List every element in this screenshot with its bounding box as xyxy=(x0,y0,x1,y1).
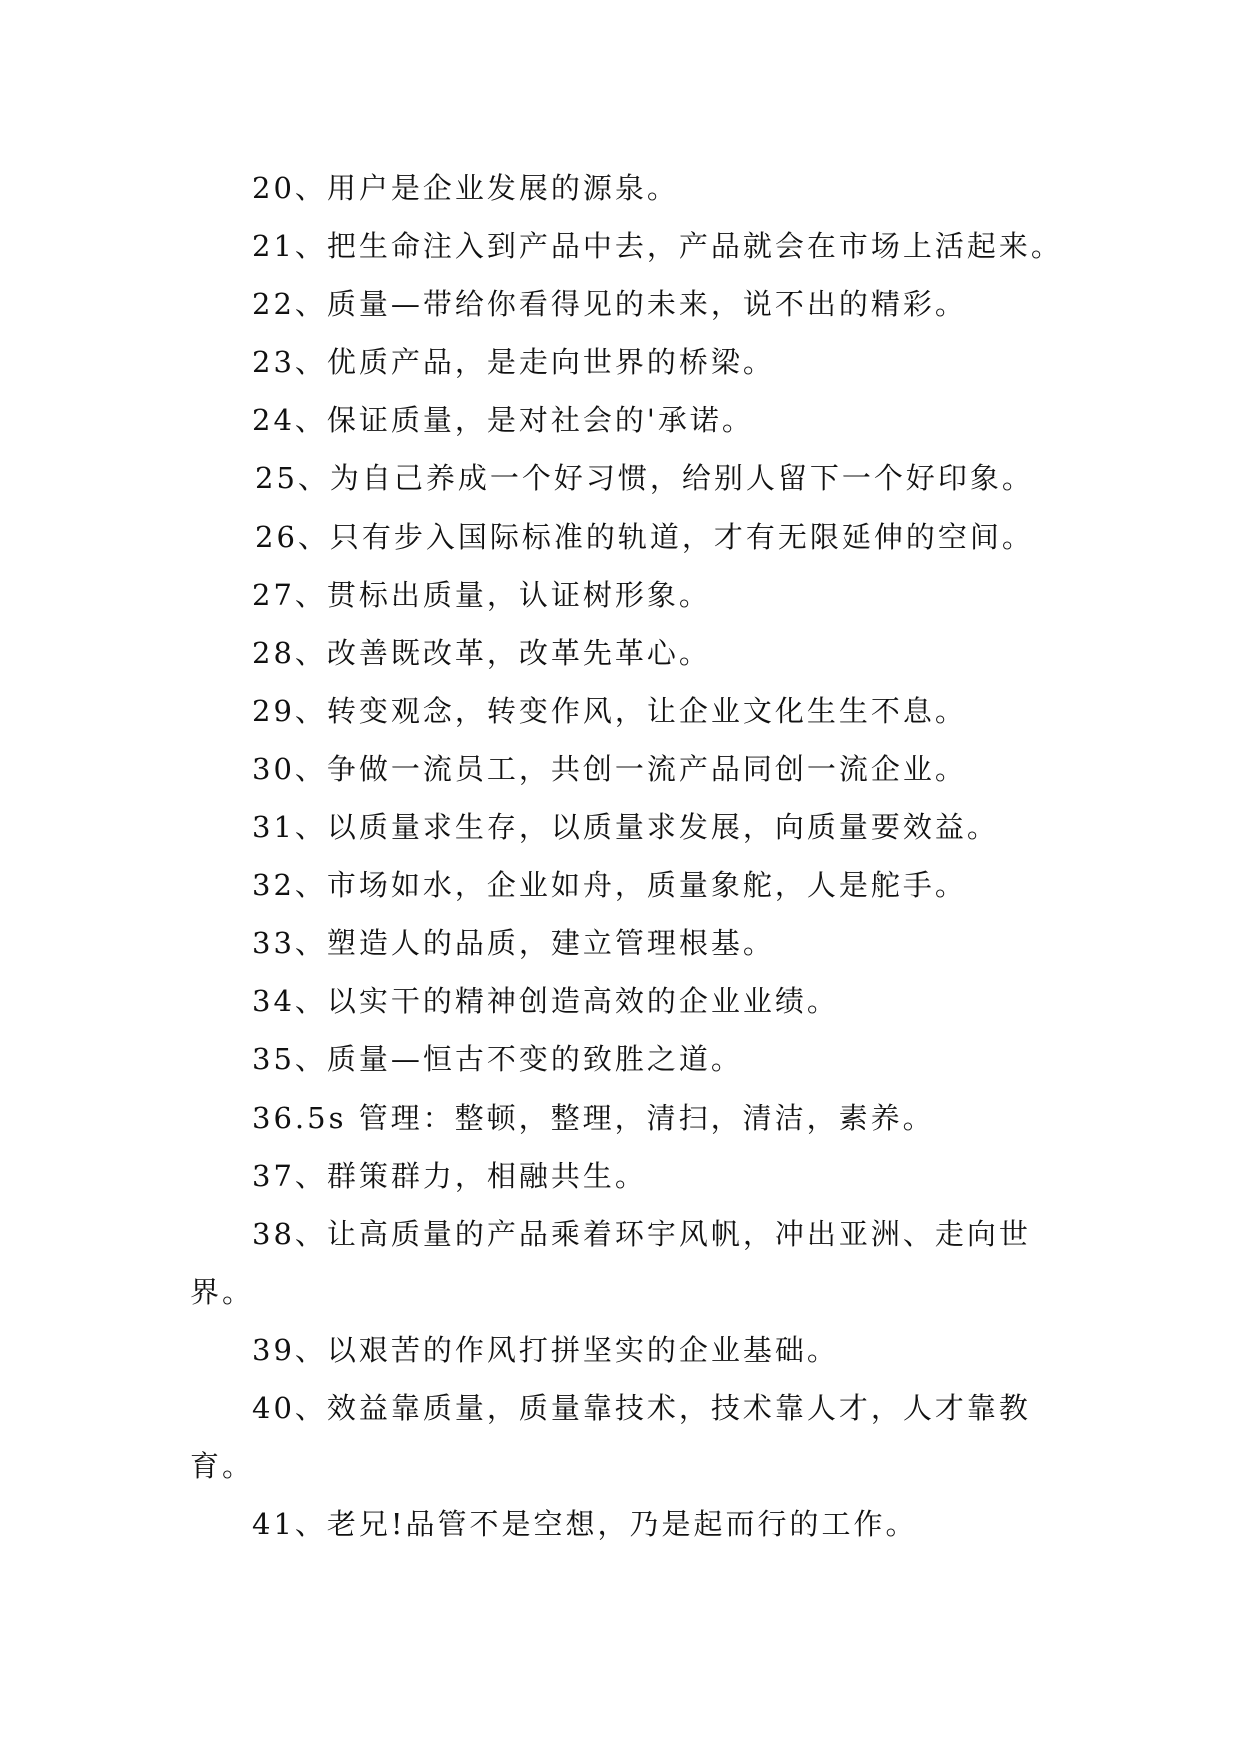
slogan-line: 26、只有步入国际标准的轨道，才有无限延伸的空间。 xyxy=(255,519,1034,554)
slogan-line: 21、把生命注入到产品中去，产品就会在市场上活起来。 xyxy=(252,229,1063,264)
slogan-line: 37、群策群力，相融共生。 xyxy=(252,1158,647,1193)
slogan-line: 28、改善既改革，改革先革心。 xyxy=(252,635,711,670)
slogan-line: 40、效益靠质量，质量靠技术，技术靠人才，人才靠教 xyxy=(252,1390,1031,1425)
slogan-line: 34、以实干的精神创造高效的企业业绩。 xyxy=(252,984,839,1019)
slogan-line: 41、老兄!品管不是空想，乃是起而行的工作。 xyxy=(252,1507,918,1542)
document-body xyxy=(190,159,1070,1553)
slogan-line: 36.5s 管理：整顿，整理，清扫，清洁，素养。 xyxy=(252,1100,935,1135)
slogan-line: 27、贯标出质量，认证树形象。 xyxy=(252,577,711,612)
slogan-line: 31、以质量求生存，以质量求发展，向质量要效益。 xyxy=(252,810,999,845)
slogan-line: 23、优质产品，是走向世界的桥梁。 xyxy=(252,345,775,380)
slogan-line: 24、保证质量，是对社会的'承诺。 xyxy=(252,403,754,438)
slogan-line-continuation: 育。 xyxy=(190,1449,255,1484)
slogan-line: 20、用户是企业发展的源泉。 xyxy=(252,171,679,205)
slogan-line: 30、争做一流员工，共创一流产品同创一流企业。 xyxy=(252,751,967,786)
slogan-line: 35、质量—恒古不变的致胜之道。 xyxy=(252,1042,743,1077)
slogan-line-continuation: 界。 xyxy=(190,1274,255,1309)
slogan-line: 22、质量—带给你看得见的未来，说不出的精彩。 xyxy=(252,287,967,322)
slogan-line: 25、为自己养成一个好习惯，给别人留下一个好印象。 xyxy=(255,461,1034,496)
slogan-line: 32、市场如水，企业如舟，质量象舵，人是舵手。 xyxy=(252,868,967,903)
slogan-line: 29、转变观念，转变作风，让企业文化生生不息。 xyxy=(252,693,967,728)
slogan-line: 39、以艰苦的作风打拼坚实的企业基础。 xyxy=(252,1332,839,1367)
slogan-line: 38、让高质量的产品乘着环宇风帆，冲出亚洲、走向世 xyxy=(252,1216,1031,1251)
slogan-line: 33、塑造人的品质，建立管理根基。 xyxy=(252,926,775,961)
